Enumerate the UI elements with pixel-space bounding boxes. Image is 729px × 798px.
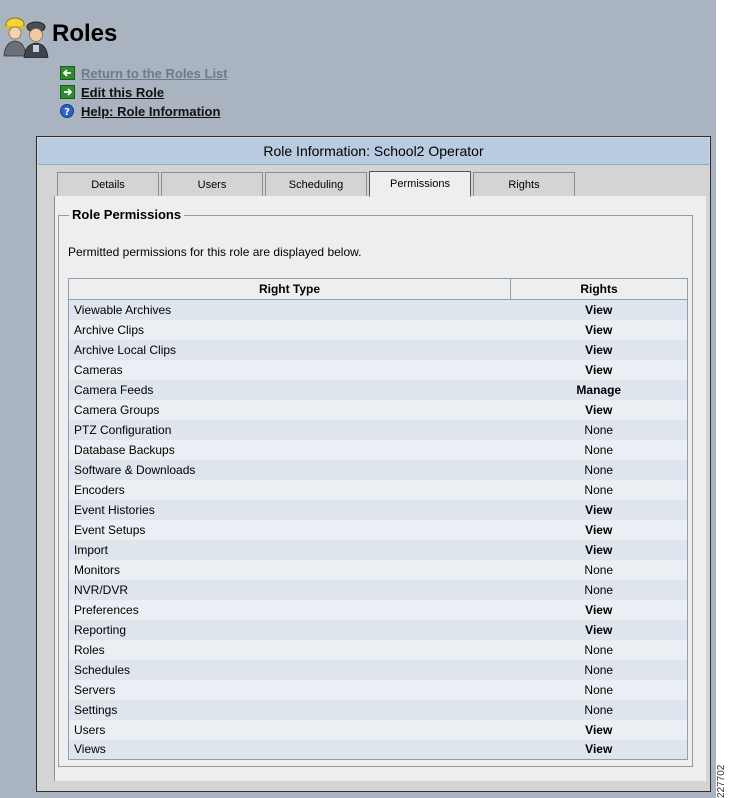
page-title: Roles — [52, 20, 118, 47]
rights-value: Manage — [576, 382, 622, 397]
rights-cell — [511, 640, 688, 660]
users-roles-icon — [2, 12, 50, 58]
role-permissions-section — [58, 207, 693, 767]
right-type-cell: Reporting — [69, 620, 511, 640]
table-row — [69, 320, 688, 340]
table-row — [69, 520, 688, 540]
right-type-cell: Viewable Archives — [69, 300, 511, 320]
rights-value: None — [584, 442, 614, 457]
table-row — [69, 740, 688, 760]
right-type-cell: Camera Feeds — [69, 380, 511, 400]
right-type-cell: Camera Groups — [69, 400, 511, 420]
tab-bar — [57, 171, 577, 197]
rights-value: None — [584, 642, 614, 657]
rights-value: View — [585, 362, 613, 377]
rights-cell — [511, 500, 688, 520]
permissions-table — [68, 278, 688, 760]
right-type-cell: Database Backups — [69, 440, 511, 460]
rights-cell — [511, 300, 688, 320]
table-header-row — [69, 279, 688, 300]
rights-cell — [511, 480, 688, 500]
rights-value: View — [585, 342, 613, 357]
table-row — [69, 580, 688, 600]
rights-value: View — [585, 522, 613, 537]
edit-role-link[interactable]: Edit this Role — [81, 84, 165, 100]
rights-cell — [511, 580, 688, 600]
rights-cell — [511, 380, 688, 400]
rights-cell — [511, 560, 688, 580]
rights-cell — [511, 720, 688, 740]
right-type-cell: Event Histories — [69, 500, 511, 520]
rights-cell — [511, 700, 688, 720]
table-row — [69, 460, 688, 480]
rights-value: View — [585, 302, 613, 317]
rights-value: View — [585, 402, 613, 417]
rights-value: None — [584, 482, 614, 497]
right-type-cell: Views — [69, 740, 511, 760]
section-legend: Role Permissions — [69, 207, 184, 222]
right-type-cell: Software & Downloads — [69, 460, 511, 480]
right-type-cell: Schedules — [69, 660, 511, 680]
right-type-cell: PTZ Configuration — [69, 420, 511, 440]
rights-value: None — [584, 682, 614, 697]
rights-cell — [511, 600, 688, 620]
right-type-cell: Cameras — [69, 360, 511, 380]
edit-role-link-row[interactable] — [60, 83, 228, 101]
table-row — [69, 720, 688, 740]
help-icon — [60, 104, 75, 118]
return-to-roles-list-link[interactable]: Return to the Roles List — [81, 65, 228, 81]
rights-cell — [511, 400, 688, 420]
right-type-cell: Archive Clips — [69, 320, 511, 340]
table-row — [69, 500, 688, 520]
back-arrow-icon — [60, 66, 75, 80]
table-row — [69, 340, 688, 360]
rights-cell — [511, 460, 688, 480]
table-row — [69, 480, 688, 500]
right-type-cell: NVR/DVR — [69, 580, 511, 600]
panel-title: Role Information: School2 Operator — [38, 138, 709, 165]
tab-rights[interactable]: Rights — [473, 172, 575, 197]
table-row — [69, 640, 688, 660]
table-row — [69, 700, 688, 720]
tab-content — [54, 196, 706, 781]
rights-value: View — [585, 622, 613, 637]
table-row — [69, 560, 688, 580]
rights-value: View — [585, 542, 613, 557]
right-type-cell: Archive Local Clips — [69, 340, 511, 360]
rights-cell — [511, 420, 688, 440]
tab-details[interactable]: Details — [57, 172, 159, 197]
rights-cell — [511, 620, 688, 640]
rights-cell — [511, 440, 688, 460]
right-type-cell: Import — [69, 540, 511, 560]
tab-permissions[interactable]: Permissions — [369, 171, 471, 197]
tab-scheduling[interactable]: Scheduling — [265, 172, 367, 197]
help-role-information-link[interactable]: Help: Role Information — [81, 103, 221, 119]
rights-value: None — [584, 702, 614, 717]
rights-value: None — [584, 562, 614, 577]
rights-value: View — [585, 602, 613, 617]
table-row — [69, 380, 688, 400]
right-type-cell: Users — [69, 720, 511, 740]
table-row — [69, 600, 688, 620]
svg-text:?: ? — [64, 107, 70, 118]
rights-value: View — [585, 742, 613, 757]
rights-value: None — [584, 462, 614, 477]
rights-cell — [511, 660, 688, 680]
right-type-cell: Monitors — [69, 560, 511, 580]
rights-cell — [511, 360, 688, 380]
rights-value: View — [585, 322, 613, 337]
rights-value: None — [584, 662, 614, 677]
intro-text: Permitted permissions for this role are displayed below. — [68, 245, 362, 259]
tab-users[interactable]: Users — [161, 172, 263, 197]
rights-value: None — [584, 422, 614, 437]
rights-cell — [511, 540, 688, 560]
table-row — [69, 660, 688, 680]
forward-arrow-icon — [60, 85, 75, 99]
rights-cell — [511, 680, 688, 700]
rights-cell — [511, 740, 688, 760]
rights-value: None — [584, 582, 614, 597]
table-row — [69, 420, 688, 440]
table-row — [69, 620, 688, 640]
rights-value: View — [585, 722, 613, 737]
help-role-information-link-row[interactable] — [60, 102, 228, 120]
rights-cell — [511, 320, 688, 340]
rights-cell — [511, 340, 688, 360]
figure-number: 227702 — [716, 764, 727, 798]
table-row — [69, 360, 688, 380]
table-row — [69, 400, 688, 420]
header-rights: Rights — [511, 279, 688, 300]
right-type-cell: Preferences — [69, 600, 511, 620]
page-header — [0, 8, 400, 58]
action-links — [60, 64, 228, 121]
right-type-cell: Event Setups — [69, 520, 511, 540]
table-row — [69, 300, 688, 320]
table-row — [69, 440, 688, 460]
table-row — [69, 540, 688, 560]
permissions-table-body — [69, 300, 688, 760]
table-row — [69, 680, 688, 700]
right-type-cell: Roles — [69, 640, 511, 660]
right-type-cell: Servers — [69, 680, 511, 700]
rights-value: View — [585, 502, 613, 517]
right-type-cell: Encoders — [69, 480, 511, 500]
header-right-type: Right Type — [69, 279, 511, 300]
rights-cell — [511, 520, 688, 540]
right-type-cell: Settings — [69, 700, 511, 720]
role-information-panel — [36, 136, 711, 792]
return-to-roles-list-link-row[interactable] — [60, 64, 228, 82]
